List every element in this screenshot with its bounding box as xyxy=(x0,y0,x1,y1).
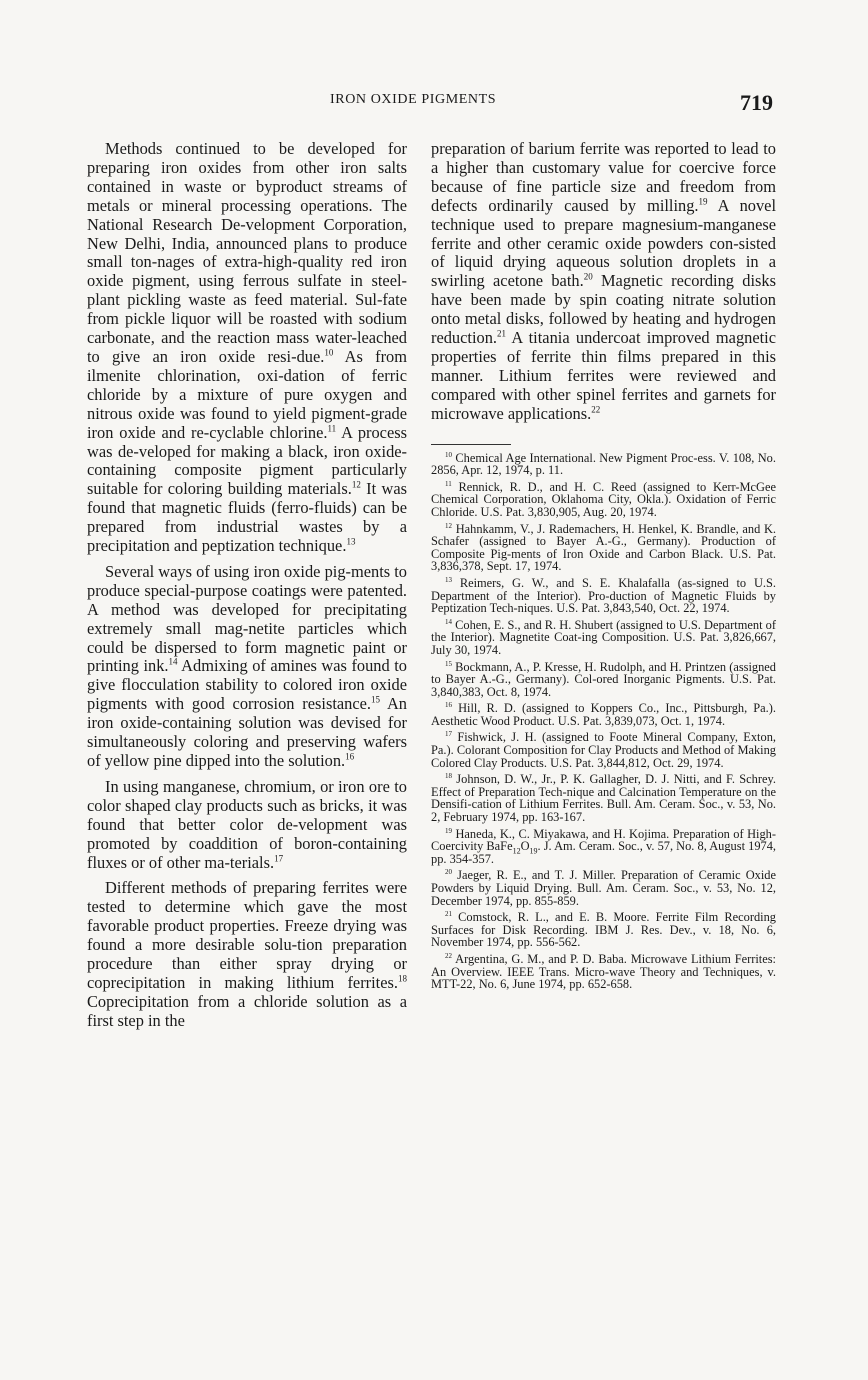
text-run: Chemical Age International. New Pigment Proc-ess. V. 108, No. 2856, Apr. 12, 1974, p. 11. xyxy=(431,450,776,478)
footnotes xyxy=(431,452,776,991)
footnote-number: 15 xyxy=(445,659,452,668)
footnote-ref: 13 xyxy=(346,536,356,547)
footnote-number: 16 xyxy=(445,701,452,710)
text-run: Fishwick, J. H. (assigned to Foote Mineral Company, Exton, Pa.). Colorant Composition for Clay Products and Method of Making Colored Clay Products. U.S. Pat. 3,844,812, Oct. 29, 1974. xyxy=(431,730,776,770)
footnote xyxy=(431,828,776,866)
footnote-number: 22 xyxy=(445,951,452,960)
footnote-number: 21 xyxy=(445,910,452,919)
running-title: IRON OXIDE PIGMENTS xyxy=(330,92,497,107)
text-run: Comstock, R. L., and E. B. Moore. Ferrite Film Recording Surfaces for Disk Recording. IBM J. Res. Dev., v. 18, No. 6, November 1974, pp. 556-562. xyxy=(431,910,776,950)
text-run: Different methods of preparing ferrites were tested to determine which gave the most favorable product properties. Freeze drying was found a more desirable solu-tion preparation procedure than either spray drying or coprecipitation in making lithium ferrites. xyxy=(87,878,407,992)
text-run: Admixing of amines was found to give flocculation stability to colored iron oxide pigments with good corrosion resistance. xyxy=(87,656,408,714)
footnote xyxy=(431,452,776,477)
footnote xyxy=(431,953,776,991)
text-run: A titania undercoat improved magnetic properties of ferrite thin films prepared in this manner. Lithium ferrites were reviewed and compared with other spinel ferrites and garnets for microwave applications. xyxy=(431,328,776,423)
text-run: A novel technique used to prepare magnesium-manganese ferrite and other ceramic oxide powders con-sisted of liquid drying aqueous solution droplets in a swirling acetone bath. xyxy=(431,195,776,291)
page-number: 719 xyxy=(740,90,773,115)
paragraph xyxy=(87,879,407,1030)
footnote-divider xyxy=(431,444,511,445)
footnote-ref: 17 xyxy=(274,853,284,864)
footnote-number: 11 xyxy=(445,479,452,488)
text-run: . J. Am. Ceram. Soc., v. 57, No. 8, August 1974, pp. 354-357. xyxy=(431,839,777,866)
text-run: As from ilmenite chlorination, oxi-dation of ferric chloride by a mixture of pure oxygen and nitrous oxide was found to yield pigment-grade iron oxide and re-cyclable chlorine. xyxy=(87,346,407,442)
text-run: O xyxy=(520,839,530,854)
text-run: Cohen, E. S., and R. H. Shubert (assigned to U.S. Department of the Interior). Magnetite Coat-ing Composition. U.S. Pat. 3,826,667, July 30, 1974. xyxy=(431,617,776,657)
text-run: Rennick, R. D., and H. C. Reed (assigned to Kerr-McGee Chemical Corporation, Oklahoma City, Okla.). Oxidation of Ferric Chloride. U.S. Pat. 3,830,905, Aug. 20, 1974. xyxy=(431,479,776,519)
footnote xyxy=(431,481,776,519)
footnote xyxy=(431,523,776,573)
paragraph xyxy=(87,563,407,771)
text-run: Coprecipitation from a chloride solution as a first step in the xyxy=(87,991,407,1030)
text-run: Haneda, K., C. Miyakawa, and H. Kojima. Preparation of High-Coercivity BaFe xyxy=(431,826,776,854)
text-run: Reimers, G. W., and S. E. Khalafalla (as-signed to U.S. Department of the Interior). Pro-duction of Magnetic Fluids by Peptization Tech-niques. U.S. Pat. 3,843,540, Oct. 22, 1974. xyxy=(431,575,776,616)
text-run: Magnetic recording disks have been made by spin coating nitrate solution onto metal disks, followed by heating and hydrogen reduction. xyxy=(431,271,776,348)
text-run: Methods continued to be developed for preparing iron oxides from other iron salts contained in waste or byproduct streams of metals or mineral processing operations. The National Research De-velopment Corporation, New Delhi, India, announced plans to produce small ton-nages of extra-high-quality red iron oxide pigment, using ferrous sulfate in steel-plant pickling waste as feed material. Sul-fate from pickle liquor will be roasted with sodium carbonate, and the reaction mass water-leached to give an iron oxide resi-due. xyxy=(87,139,407,366)
subscript: 12 xyxy=(512,846,521,856)
footnote-ref: 15 xyxy=(371,694,381,705)
footnote-ref: 18 xyxy=(398,973,407,984)
text-run: Several ways of using iron oxide pig-ments to produce special-purpose coatings were patented. A method was developed for precipitating extremely small mag-netite particles which could be dispersed to form magnetic paint or printing ink. xyxy=(87,561,407,676)
text-run: In using manganese, chromium, or iron ore to color shaped clay products such as bricks, it was found that better color de-velopment was promoted by coaddition of boron-containing fluxes or of other ma-terials. xyxy=(87,776,407,872)
footnote-ref: 21 xyxy=(497,328,506,339)
footnote-ref: 19 xyxy=(698,196,708,207)
paragraph xyxy=(87,778,407,873)
text-run: An iron oxide-containing solution was devised for simultaneously coloring and preserving wafers of yellow pine dipped into the solution. xyxy=(87,694,408,770)
footnote-ref: 14 xyxy=(168,657,178,667)
footnote xyxy=(431,869,776,907)
footnote-ref: 10 xyxy=(324,347,334,358)
right-column xyxy=(431,140,776,995)
subscript: 19 xyxy=(529,846,538,856)
text-run: Argentina, G. M., and P. D. Baba. Microwave Lithium Ferrites: An Overview. IEEE Trans. Micro-wave Theory and Techniques, v. MTT-22, No. 6, June 1974, pp. 652-658. xyxy=(431,951,776,992)
footnote xyxy=(431,911,776,949)
paragraph xyxy=(87,140,407,556)
footnote-number: 17 xyxy=(445,730,452,739)
footnote xyxy=(431,773,776,823)
text-run: Jaeger, R. E., and T. J. Miller. Preparation of Ceramic Oxide Powders by Liquid Drying. Bull. Am. Ceram. Soc., v. 53, No. 12, December 1974, pp. 855-859. xyxy=(431,868,776,908)
paragraph xyxy=(431,140,776,424)
footnote-ref: 16 xyxy=(345,751,355,762)
footnote-ref: 22 xyxy=(591,404,601,415)
footnote-number: 14 xyxy=(445,617,452,626)
footnote-ref: 12 xyxy=(351,479,361,490)
footnote-number: 18 xyxy=(445,772,452,781)
text-run: Hill, R. D. (assigned to Koppers Co., Inc., Pittsburgh, Pa.). Aesthetic Wood Product. U.S. Pat. 3,839,073, Oct. 1, 1974. xyxy=(431,701,776,728)
text-run: Johnson, D. W., Jr., P. K. Gallagher, D. J. Nitti, and F. Schrey. Effect of Preparation Tech-nique and Calcination Temperature on the Densifi-cation of Lithium Ferrites. Bull. Am. Ceram. Soc., v. 53, No. 2, February 1974, pp. 163-167. xyxy=(431,772,776,825)
text-run: A process was de-veloped for making a black, iron oxide-containing composite pigment particularly suitable for coloring building materials. xyxy=(87,422,407,499)
footnote-number: 12 xyxy=(445,521,452,530)
left-column xyxy=(87,140,407,1031)
footnote xyxy=(431,619,776,657)
footnote-number: 19 xyxy=(445,826,452,835)
footnote-ref: 11 xyxy=(327,423,337,434)
footnote xyxy=(431,577,776,615)
footnote xyxy=(431,661,776,699)
footnote-number: 13 xyxy=(445,575,452,584)
footnote-number: 10 xyxy=(445,450,452,459)
text-run: preparation of barium ferrite was reported to lead to a higher than customary value for coercive force because of fine particle size and freedom from defects ordinarily caused by milling. xyxy=(431,139,776,215)
footnote xyxy=(431,702,776,727)
footnote xyxy=(431,731,776,769)
text-run: Bockmann, A., P. Kresse, H. Rudolph, and H. Printzen (assigned to Bayer A.-G., Germany). Col-ored Inorganic Pigments. U.S. Pat. 3,840,383, Oct. 8, 1974. xyxy=(431,659,776,699)
footnote-ref: 20 xyxy=(583,271,593,282)
text-run: Hahnkamm, V., J. Rademachers, H. Henkel, K. Brandle, and K. Schafer (assigned to Bayer A.-G., Germany). Production of Composite Pig-ments of Iron Oxide and Carbon Black. U.S. Pat. 3,836,378, Sept. 17, 1974. xyxy=(431,521,776,574)
footnote-number: 20 xyxy=(445,868,452,877)
text-run: It was found that magnetic fluids (ferro-fluids) can be prepared from industrial wastes by a precipitation and peptization technique. xyxy=(87,479,407,556)
